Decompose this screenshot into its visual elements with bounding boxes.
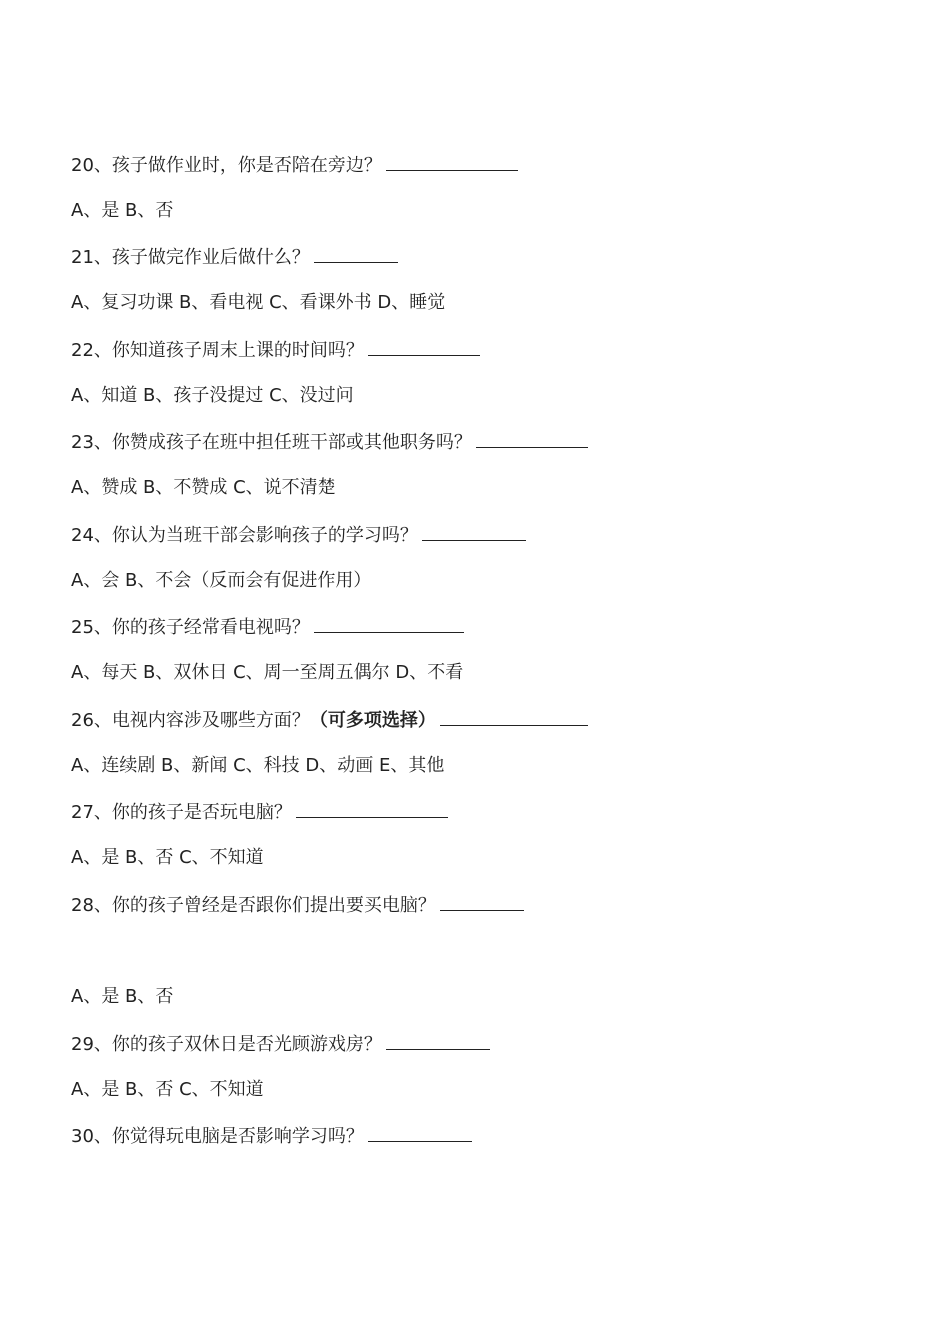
question-26	[71, 707, 588, 733]
question-text: 21、孩子做完作业后做什么？	[71, 247, 310, 268]
question-25	[71, 614, 464, 640]
options-26: A、连续剧 B、新闻 C、科技 D、动画 E、其他	[71, 755, 445, 776]
options-24: A、会 B、不会（反而会有促进作用）	[71, 570, 372, 591]
question-27	[71, 799, 448, 825]
answer-blank[interactable]	[386, 1031, 490, 1050]
options-25: A、每天 B、双休日 C、周一至周五偶尔 D、不看	[71, 662, 464, 683]
answer-blank[interactable]	[386, 152, 518, 171]
options-20: A、是 B、否	[71, 200, 174, 221]
question-text: 29、你的孩子双休日是否光顾游戏房？	[71, 1034, 382, 1055]
question-22	[71, 337, 480, 363]
question-29	[71, 1031, 490, 1057]
question-text: 22、你知道孩子周末上课的时间吗？	[71, 340, 364, 361]
question-text: 20、孩子做作业时，你是否陪在旁边？	[71, 155, 382, 176]
answer-blank[interactable]	[314, 244, 398, 263]
multi-select-note: （可多项选择）	[309, 710, 436, 731]
question-20	[71, 152, 518, 178]
question-text: 26、电视内容涉及哪些方面？	[71, 710, 310, 731]
options-29: A、是 B、否 C、不知道	[71, 1079, 264, 1100]
question-28	[71, 892, 524, 918]
question-text: 27、你的孩子是否玩电脑？	[71, 802, 292, 823]
question-text: 25、你的孩子经常看电视吗？	[71, 617, 310, 638]
answer-blank[interactable]	[476, 429, 588, 448]
answer-blank[interactable]	[314, 614, 464, 633]
options-27: A、是 B、否 C、不知道	[71, 847, 264, 868]
question-text: 23、你赞成孩子在班中担任班干部或其他职务吗？	[71, 432, 472, 453]
answer-blank[interactable]	[296, 799, 448, 818]
options-21: A、复习功课 B、看电视 C、看课外书 D、睡觉	[71, 292, 446, 313]
question-24	[71, 522, 526, 548]
answer-blank[interactable]	[440, 892, 524, 911]
answer-blank[interactable]	[422, 522, 526, 541]
options-28: A、是 B、否	[71, 986, 174, 1007]
question-21	[71, 244, 398, 270]
answer-blank[interactable]	[368, 1123, 472, 1142]
answer-blank[interactable]	[440, 707, 588, 726]
answer-blank[interactable]	[368, 337, 480, 356]
question-text: 28、你的孩子曾经是否跟你们提出要买电脑？	[71, 895, 436, 916]
question-30	[71, 1123, 472, 1149]
question-23	[71, 429, 588, 455]
question-text: 24、你认为当班干部会影响孩子的学习吗？	[71, 525, 418, 546]
question-text: 30、你觉得玩电脑是否影响学习吗？	[71, 1126, 364, 1147]
options-23: A、赞成 B、不赞成 C、说不清楚	[71, 477, 336, 498]
options-22: A、知道 B、孩子没提过 C、没过问	[71, 385, 354, 406]
